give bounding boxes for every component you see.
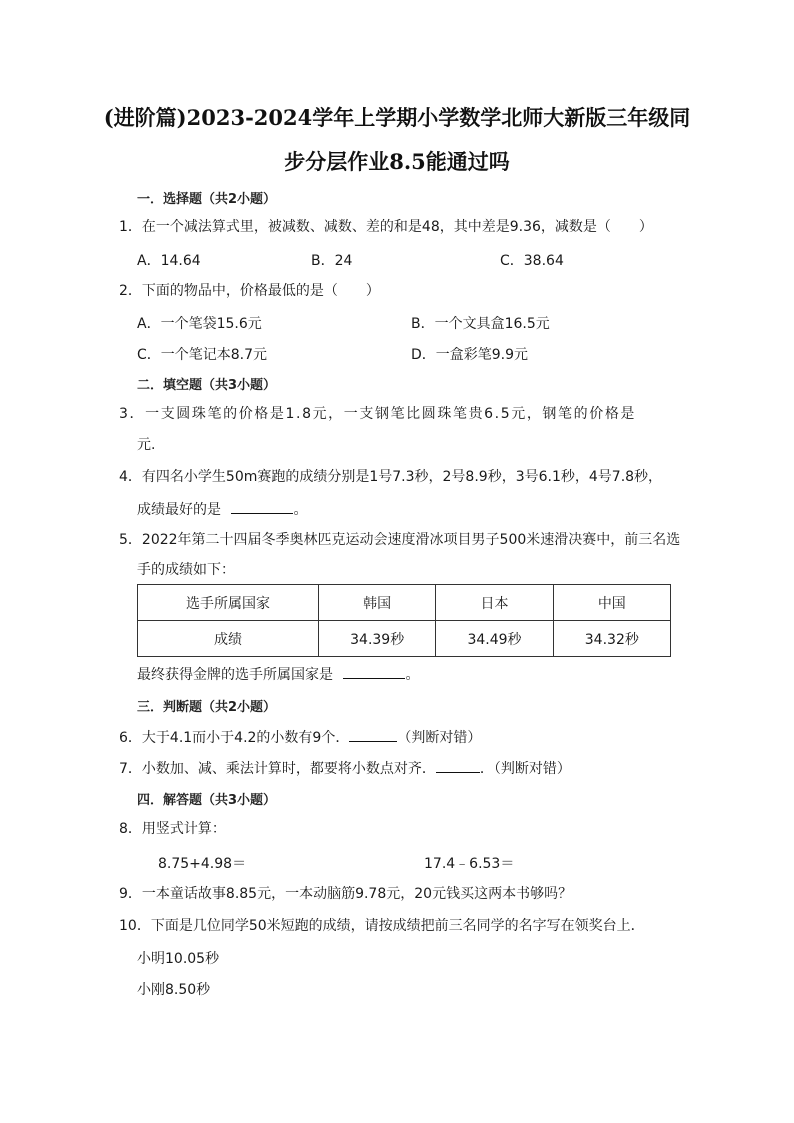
q1-option-a: A．14.64: [137, 253, 201, 269]
q4-end: 。: [293, 502, 308, 518]
question-3-line2: 元.: [137, 437, 156, 453]
q2-option-d: D．一盒彩笔9.9元: [411, 347, 529, 363]
section-heading-choice: 一．选择题（共2小题）: [137, 192, 277, 207]
question-7: [119, 758, 571, 778]
q6-answer-blank[interactable]: [349, 727, 397, 742]
q2-option-a: A．一个笔袋15.6元: [137, 316, 262, 332]
results-table: [137, 584, 671, 657]
q5-end: 。: [405, 667, 420, 683]
question-9: 9．一本童话故事8.85元，一本动脑筋9.78元，20元钱买这两本书够吗？: [119, 886, 573, 902]
table-cell: 34.32秒: [553, 621, 670, 657]
q4-prompt: 成绩最好的是: [137, 502, 221, 518]
table-header-cell: 中国: [553, 585, 670, 621]
q5-prompt: 最终获得金牌的选手所属国家是: [137, 667, 333, 683]
section-heading-judge: 三．判断题（共2小题）: [137, 700, 277, 715]
q2-option-b: B．一个文具盒16.5元: [411, 316, 550, 332]
question-4-line2: [137, 499, 307, 519]
q7-answer-blank[interactable]: [436, 758, 480, 773]
q10-list-item: 小明10.05秒: [137, 951, 220, 967]
table-header-cell: 选手所属国家: [138, 585, 319, 621]
doc-title-line2: 步分层作业8.5能通过吗: [284, 149, 510, 174]
section-heading-solve: 四．解答题（共3小题）: [137, 793, 277, 808]
table-header-cell: 日本: [436, 585, 553, 621]
question-10: 10．下面是几位同学50米短跑的成绩，请按成绩把前三名同学的名字写在领奖台上．: [119, 918, 645, 934]
q5-answer-blank[interactable]: [343, 664, 405, 679]
q7-note: ．（判断对错）: [479, 761, 571, 777]
doc-title-line1: (进阶篇)2023-2024学年上学期小学数学北师大新版三年级同: [103, 105, 691, 130]
question-2: 2．下面的物品中，价格最低的是（ ）: [119, 283, 380, 299]
question-5-line2: 手的成绩如下：: [137, 562, 235, 578]
section-heading-fill: 二．填空题（共3小题）: [137, 378, 277, 393]
q6-note: （判断对错）: [397, 730, 482, 746]
q7-statement: 7．小数加、减、乘法计算时，都要将小数点对齐．: [119, 761, 436, 777]
q1-option-c: C．38.64: [500, 253, 564, 269]
q4-answer-blank[interactable]: [231, 499, 293, 514]
table-cell: 34.49秒: [436, 621, 553, 657]
question-3-line1: 3．一支圆珠笔的价格是1.8元，一支钢笔比圆珠笔贵6.5元，钢笔的价格是: [119, 406, 637, 422]
q8-expression-2: 17.4﹣6.53＝: [424, 856, 515, 872]
table-header-cell: 韩国: [319, 585, 436, 621]
q6-statement: 6．大于4.1而小于4.2的小数有9个．: [119, 730, 350, 746]
question-4-line1: 4．有四名小学生50m赛跑的成绩分别是1号7.3秒，2号8.9秒，3号6.1秒，4号7.8秒，: [119, 469, 663, 485]
table-row: [138, 621, 671, 657]
question-5-line1: 5．2022年第二十四届冬季奥林匹克运动会速度滑冰项目男子500米速滑决赛中，前三名选: [119, 532, 681, 548]
table-cell: 34.39秒: [319, 621, 436, 657]
table-header-row: [138, 585, 671, 621]
q2-option-c: C．一个笔记本8.7元: [137, 347, 268, 363]
question-8: 8．用竖式计算：: [119, 821, 226, 837]
question-6: [119, 727, 481, 747]
table-cell: 成绩: [138, 621, 319, 657]
q1-option-b: B．24: [311, 253, 353, 269]
question-1: 1．在一个减法算式里，被减数、减数、差的和是48，其中差是9.36，减数是（ ）: [119, 219, 653, 235]
q8-expression-1: 8.75+4.98＝: [158, 856, 247, 872]
question-5-followup: [137, 664, 419, 684]
q10-list-item: 小刚8.50秒: [137, 982, 211, 998]
